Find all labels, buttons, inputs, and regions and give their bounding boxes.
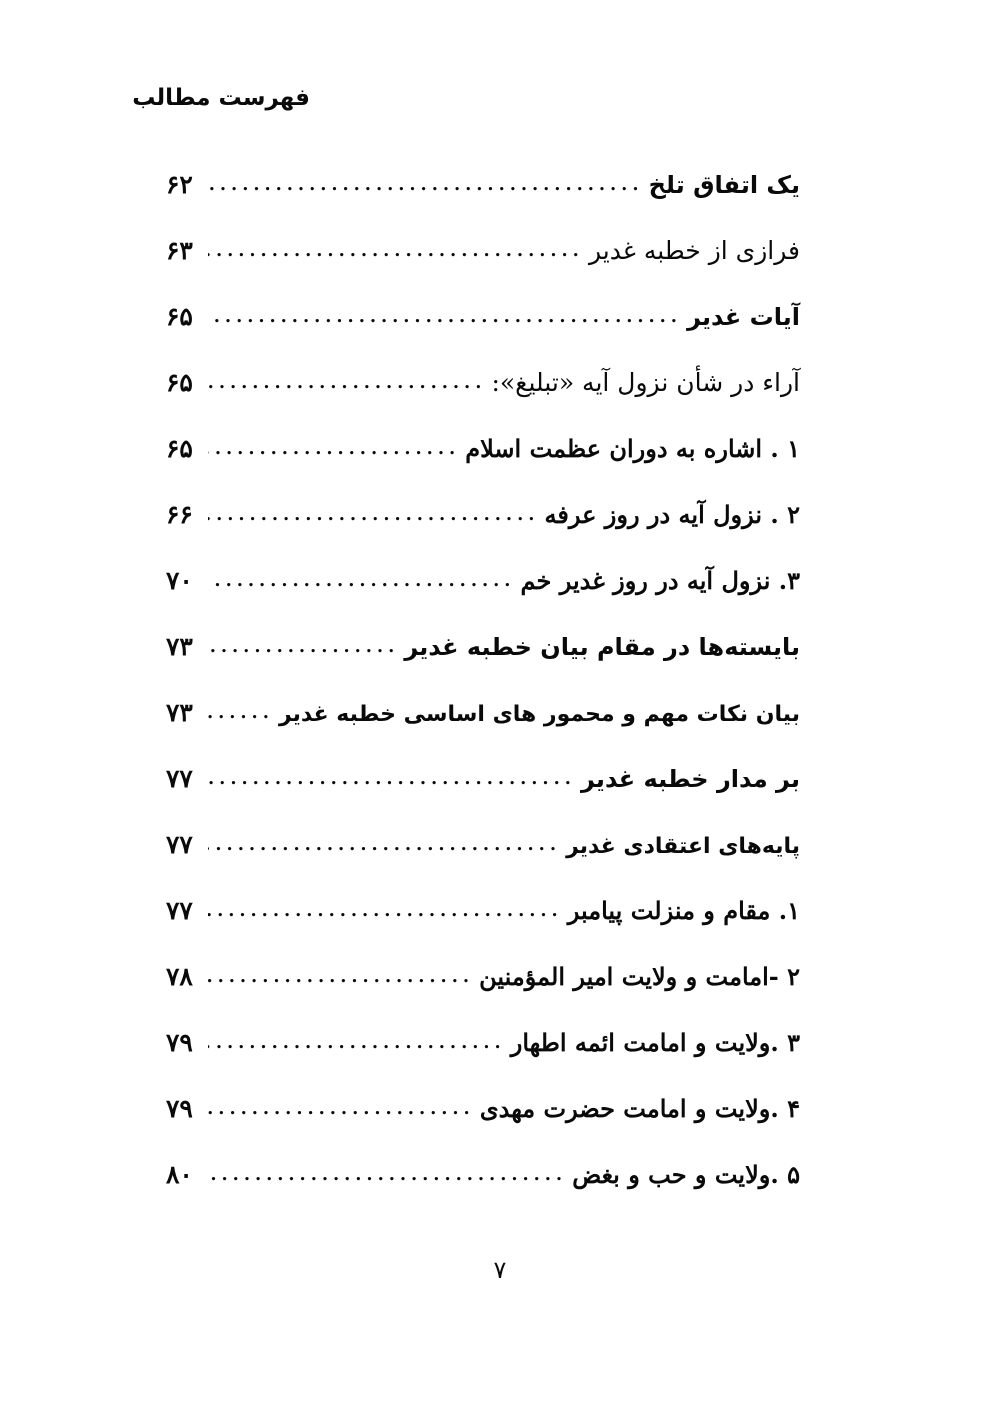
toc-entry-title: بیان نکات مهم و محمور های اساسی خطبه غدیر xyxy=(278,702,800,727)
toc-entry-title: بر مدار خطبه غدیر xyxy=(581,765,800,793)
toc-entry-page-number: ۷۰ xyxy=(166,566,193,595)
toc-entry-page-number: ۷۸ xyxy=(166,962,193,991)
toc-dot-leader xyxy=(208,969,473,985)
toc-dot-leader xyxy=(208,243,583,259)
toc-entry-page-number: ۷۷ xyxy=(166,830,193,859)
toc-entry-page-number: ۷۷ xyxy=(166,764,193,793)
toc-entry-title: ۲ -امامت و ولایت امیر المؤمنین xyxy=(479,962,800,991)
toc-dot-leader xyxy=(208,507,539,523)
toc-entry-page-number: ۷۷ xyxy=(166,896,193,925)
toc-entry-title: ۴ .ولایت و امامت حضرت مهدی xyxy=(479,1094,800,1123)
toc-entry[interactable] xyxy=(166,1096,800,1162)
toc-entry-page-number: ۶۳ xyxy=(166,236,193,265)
toc-dot-leader xyxy=(208,441,459,457)
toc-dot-leader xyxy=(208,1035,505,1051)
toc-entry-title: ۵ .ولایت و حب و بغض xyxy=(572,1160,800,1189)
toc-entry[interactable] xyxy=(166,436,800,502)
toc-entry-title: بایسته‌ها در مقام بیان خطبه غدیر xyxy=(404,633,800,661)
toc-entry[interactable] xyxy=(166,172,800,238)
toc-entry-title: آیات غدیر xyxy=(687,303,800,331)
toc-entry[interactable] xyxy=(166,832,800,898)
toc-entry-title: ۳. نزول آیه در روز غدیر خم xyxy=(520,566,800,595)
toc-dot-leader xyxy=(208,639,398,655)
toc-entry[interactable] xyxy=(166,634,800,700)
toc-dot-leader xyxy=(208,1167,566,1183)
toc-entry-page-number: ۶۵ xyxy=(166,302,193,331)
toc-entry[interactable] xyxy=(166,238,800,304)
toc-entry[interactable] xyxy=(166,502,800,568)
toc-entry-page-number: ۶۵ xyxy=(166,434,193,463)
toc-entry-title: یک اتفاق تلخ xyxy=(648,171,800,199)
toc-dot-leader xyxy=(208,573,515,589)
toc-entry-page-number: ۶۵ xyxy=(166,368,193,397)
toc-entry[interactable] xyxy=(166,898,800,964)
toc-entry-page-number: ۶۶ xyxy=(166,500,193,529)
toc-entry-page-number: ۷۳ xyxy=(166,698,193,727)
toc-entry[interactable] xyxy=(166,370,800,436)
folio-page-number: ۷ xyxy=(493,1256,507,1284)
toc-entry-page-number: ۷۹ xyxy=(166,1028,193,1057)
toc-dot-leader xyxy=(208,375,485,391)
toc-entry-title: ۳ .ولایت و امامت ائمه اطهار xyxy=(510,1028,800,1057)
toc-entry-title: آراء در شأن نزول آیه «تبلیغ»: xyxy=(491,368,800,397)
toc-entry[interactable] xyxy=(166,1162,800,1228)
toc-entry-list xyxy=(166,172,800,1228)
toc-entry-title: ۱. مقام و منزلت پیامبر xyxy=(567,896,800,925)
toc-entry-title: پایه‌های اعتقادی غدیر xyxy=(566,834,800,859)
toc-entry-title: فرازی از خطبه غدیر xyxy=(588,236,800,265)
toc-dot-leader xyxy=(208,309,681,325)
toc-dot-leader xyxy=(208,1101,474,1117)
toc-dot-leader xyxy=(208,903,562,919)
toc-entry[interactable] xyxy=(166,964,800,1030)
toc-entry-title: ۲ . نزول آیه در روز عرفه xyxy=(544,500,800,529)
page-title: فهرست مطالب xyxy=(132,85,310,111)
toc-entry-page-number: ۶۲ xyxy=(166,170,193,199)
toc-entry-page-number: ۷۳ xyxy=(166,632,193,661)
toc-entry-page-number: ۸۰ xyxy=(166,1160,193,1189)
toc-dot-leader xyxy=(208,837,560,853)
toc-entry[interactable] xyxy=(166,700,800,766)
toc-dot-leader xyxy=(208,705,273,721)
toc-entry[interactable] xyxy=(166,1030,800,1096)
toc-entry[interactable] xyxy=(166,568,800,634)
toc-dot-leader xyxy=(208,771,575,787)
toc-entry-page-number: ۷۹ xyxy=(166,1094,193,1123)
toc-entry[interactable] xyxy=(166,766,800,832)
toc-entry-title: ۱ . اشاره به دوران عظمت اسلام xyxy=(465,434,800,463)
toc-dot-leader xyxy=(208,177,643,193)
toc-entry[interactable] xyxy=(166,304,800,370)
